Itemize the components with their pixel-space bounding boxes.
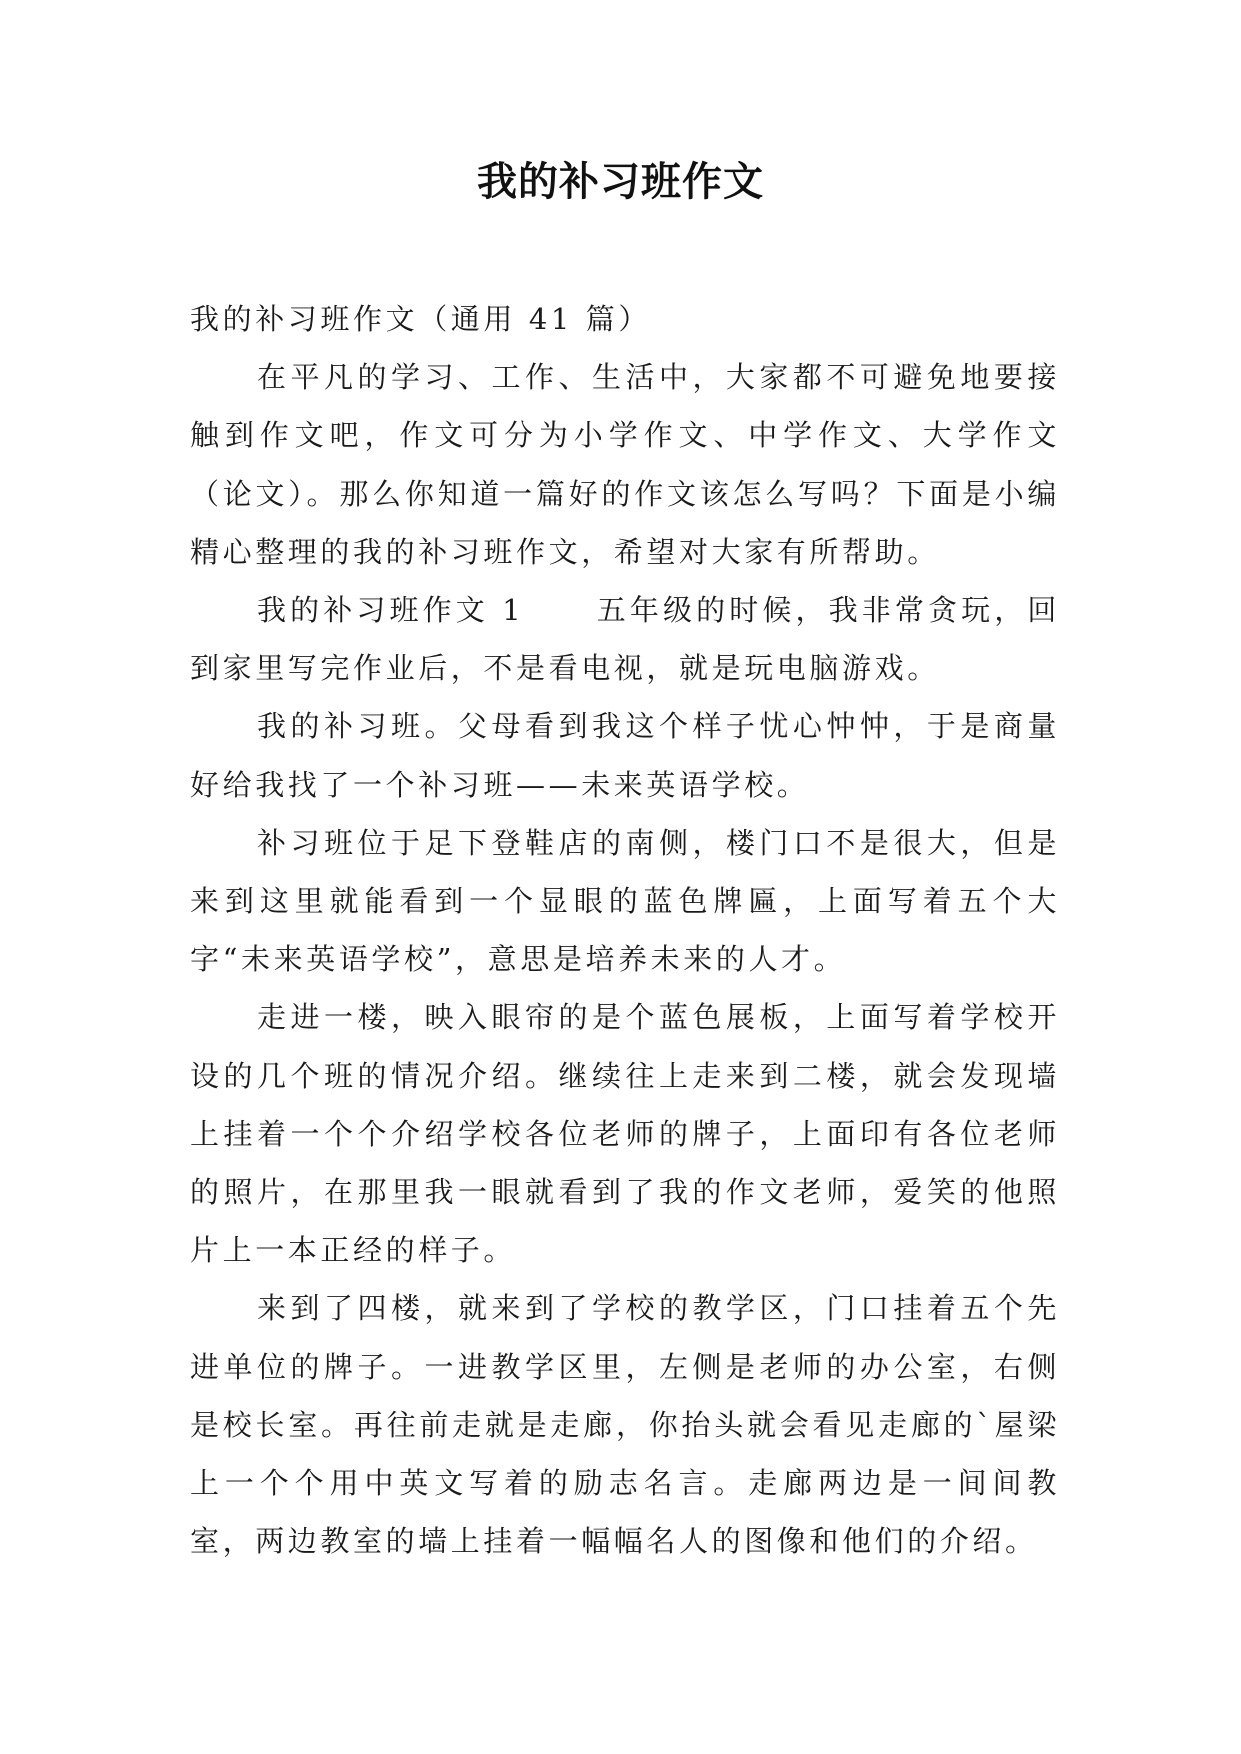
document-body bbox=[190, 290, 1060, 1570]
essay-opening-paragraph bbox=[190, 581, 1060, 697]
essay-first-line: 五年级的时候，我非常贪玩，回到家里写完作业后，不是看电视，就是玩电脑游戏。 bbox=[190, 593, 1060, 686]
body-paragraph: 我的补习班。父母看到我这个样子忧心忡忡，于是商量好给我找了一个补习班——未来英语学校。 bbox=[190, 709, 1060, 802]
essay-heading: 我的补习班作文 1 bbox=[257, 593, 525, 628]
intro-paragraph: 在平凡的学习、工作、生活中，大家都不可避免地要接触到作文吧，作文可分为小学作文、中学作文、大学作文（论文）。那么你知道一篇好的作文该怎么写吗？下面是小编精心整理的我的补习班作文，希望对大家有所帮助。 bbox=[190, 360, 1060, 569]
document-subtitle: 我的补习班作文（通用 41 篇） bbox=[190, 302, 651, 336]
body-paragraph: 补习班位于足下登鞋店的南侧，楼门口不是很大，但是来到这里就能看到一个显眼的蓝色牌匾，上面写着五个大字“未来英语学校”，意思是培养未来的人才。 bbox=[190, 825, 1060, 977]
document-title: 我的补习班作文 bbox=[477, 159, 764, 205]
body-paragraph: 来到了四楼，就来到了学校的教学区，门口挂着五个先进单位的牌子。一进教学区里，左侧是老师的办公室，右侧是校长室。再往前走就是走廊，你抬头就会看见走廊的`屋梁上一个个用中英文写着的励志名言。走廊两边是一间间教室，两边教室的墙上挂着一幅幅名人的图像和他们的介绍。 bbox=[190, 1291, 1060, 1559]
body-paragraph: 走进一楼，映入眼帘的是个蓝色展板，上面写着学校开设的几个班的情况介绍。继续往上走来到二楼，就会发现墙上挂着一个个介绍学校各位老师的牌子，上面印有各位老师的照片，在那里我一眼就看到了我的作文老师，爱笑的他照片上一本正经的样子。 bbox=[190, 1000, 1060, 1268]
